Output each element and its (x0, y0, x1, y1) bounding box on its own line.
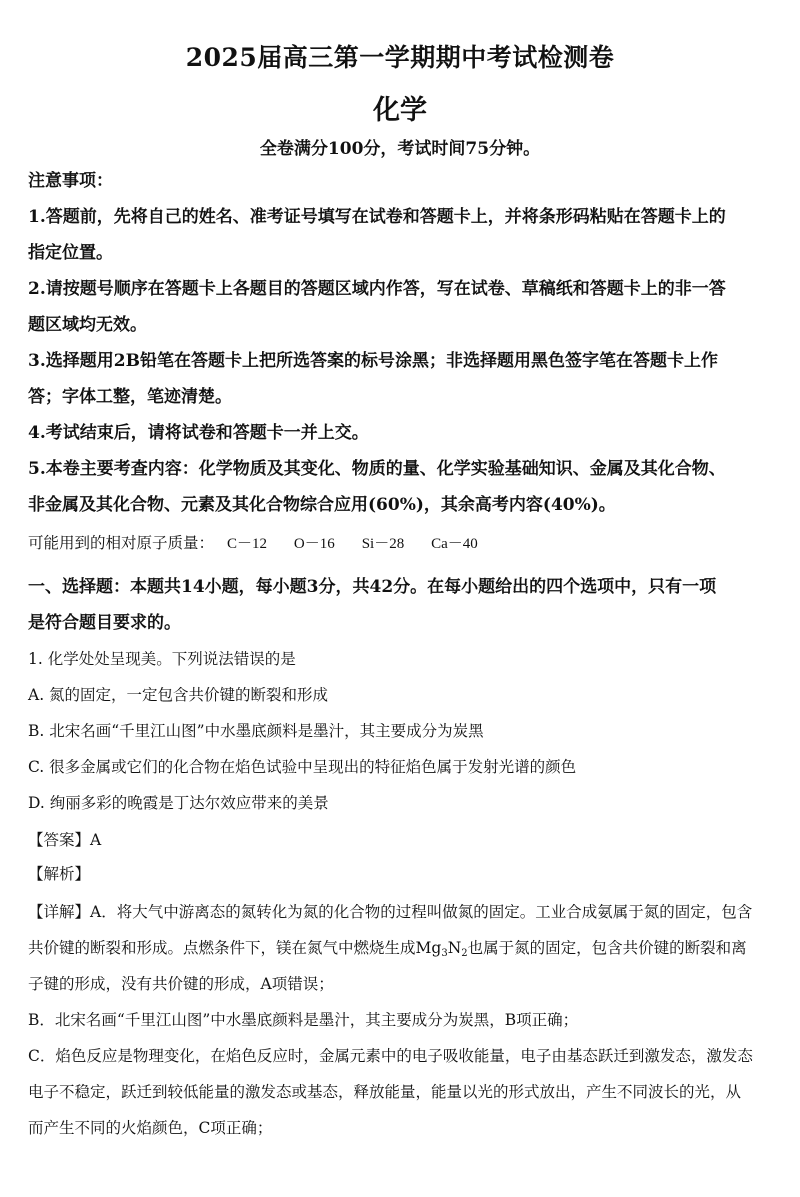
atomic-mass-item: Si－28 (361, 536, 405, 552)
detail-line: 而产生不同的火焰颜色，C项正确； (28, 1119, 273, 1137)
option-a: A. 氮的固定，一定包含共价键的断裂和形成 (28, 686, 329, 704)
section-heading-cont: 是符合题目要求的。 (28, 613, 181, 633)
note-line: 答；字体工整，笔迹清楚。 (28, 387, 232, 407)
detail-line: B．北宋名画“千里江山图”中水墨底颜料是墨汁，其主要成分为炭黑，B项正确； (28, 1011, 579, 1029)
note-line: 4.考试结束后，请将试卷和答题卡一并上交。 (28, 423, 369, 443)
note-line: 非金属及其化合物、元素及其化合物综合应用(60%)，其余高考内容(40%)。 (28, 495, 616, 515)
atomic-mass-label: 可能用到的相对原子质量： (28, 534, 215, 552)
formula-mg3n2: $Mg_3N_2$ (415, 939, 468, 959)
note-line: 题区域均无效。 (28, 315, 147, 335)
detail-line: C．焰色反应是物理变化，在焰色反应时，金属元素中的电子吸收能量，电子由基态跃迁到激发态，激发态 (28, 1047, 753, 1065)
note-line: 指定位置。 (28, 243, 113, 263)
note-line: 5.本卷主要考查内容：化学物质及其变化、物质的量、化学实验基础知识、金属及其化合物、 (28, 459, 726, 479)
answer-line: 【答案】A (28, 831, 102, 849)
detail-line: 电子不稳定，跃迁到较低能量的激发态或基态，释放能量，能量以光的形式放出，产生不同波长的光，从 (28, 1083, 742, 1101)
detail-text: 共价键的断裂和形成。点燃条件下，镁在氮气中燃烧生成 (28, 939, 416, 957)
atomic-mass-item: C－12 (226, 536, 267, 552)
question-stem: 1. 化学处处呈现美。下列说法错误的是 (28, 650, 296, 668)
note-line: 3.选择题用2B铅笔在答题卡上把所选答案的标号涂黑；非选择题用黑色签字笔在答题卡上作 (28, 351, 718, 371)
score-info: 全卷满分100分，考试时间75分钟。 (259, 139, 541, 159)
atomic-mass-line (28, 535, 500, 553)
notes-heading: 注意事项： (28, 171, 113, 191)
option-b: B. 北宋名画“千里江山图”中水墨底颜料是墨汁，其主要成分为炭黑 (28, 722, 484, 740)
section-heading: 一、选择题：本题共14小题，每小题3分，共42分。在每小题给出的四个选项中，只有一项 (28, 577, 717, 597)
detail-text: 也属于氮的固定，包含共价键的断裂和离 (467, 939, 747, 957)
atomic-mass-item: O－16 (293, 536, 335, 552)
atomic-mass-item: Ca－40 (431, 536, 478, 552)
detail-line-formula (28, 940, 747, 960)
note-line: 2.请按题号顺序在答题卡上各题目的答题区域内作答，写在试卷、草稿纸和答题卡上的非一答 (28, 279, 726, 299)
option-d: D. 绚丽多彩的晚霞是丁达尔效应带来的美景 (28, 794, 329, 812)
analysis-label: 【解析】 (28, 865, 91, 883)
subject-title: 化学 (373, 95, 427, 126)
detail-line: 子键的形成，没有共价键的形成，A项错误； (28, 975, 334, 993)
detail-line: 【详解】A．将大气中游离态的氮转化为氮的化合物的过程叫做氮的固定。工业合成氨属于氮的固定，包含 (28, 903, 753, 921)
note-line: 1.答题前，先将自己的姓名、准考证号填写在试卷和答题卡上，并将条形码粘贴在答题卡上的 (28, 207, 726, 227)
exam-title: 2025届高三第一学期期中考试检测卷 (185, 43, 615, 72)
option-c: C. 很多金属或它们的化合物在焰色试验中呈现出的特征焰色属于发射光谱的颜色 (28, 758, 577, 776)
